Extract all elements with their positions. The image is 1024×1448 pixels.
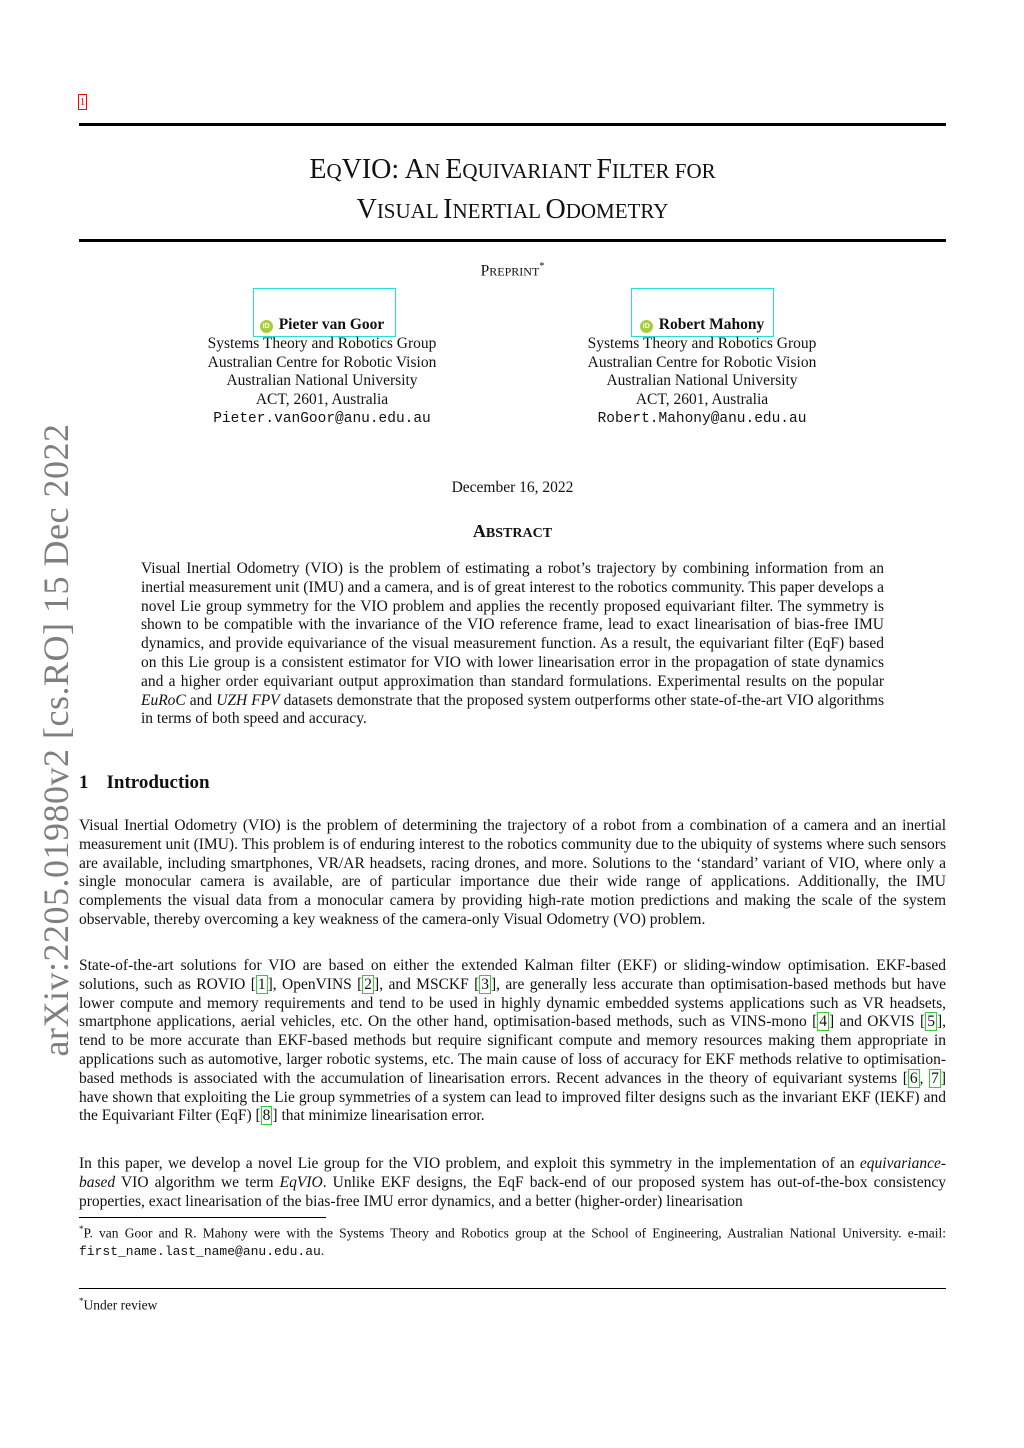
- citation-link[interactable]: 3: [481, 975, 490, 993]
- affiliation-line: Australian National University: [226, 372, 418, 390]
- citation-link[interactable]: 5: [927, 1013, 935, 1031]
- affiliation-line: Australian Centre for Robotic Vision: [587, 353, 817, 371]
- affiliation-line: Australian National University: [606, 372, 798, 390]
- author-name-1[interactable]: iD Pieter van Goor: [157, 316, 487, 335]
- preprint-label: PREPRINT*: [480, 261, 545, 280]
- affiliation-line: Systems Theory and Robotics Group: [207, 334, 437, 352]
- intro-paragraph-1: Visual Inertial Odometry (VIO) is the problem of determining the trajectory of a robot from a combination of a camera and an inertial measurement unit (IMU). This problem is of enduring interest to the robotics community due to the ubiquity of systems where such sensors are available, including smartphones, VR/AR headsets, racing drones, and more. Solutions to the ‘standard’ variant of VIO, where only a single monocular camera is available, are of particular importance due their wide range of applications. Additionally, the IMU complements the visual data from a monocular camera by providing high-rate motion predictions and making the scale of the system observable, thereby overcoming a key weakness of the camera-only Visual Odometry (VO) problem.: [79, 817, 946, 928]
- affiliation-line: ACT, 2601, Australia: [255, 391, 389, 409]
- section-number: 1: [79, 772, 89, 793]
- affiliation-line: Australian Centre for Robotic Vision: [207, 353, 437, 371]
- footnote-authors: *P. van Goor and R. Mahony were with the Systems Theory and Robotics group at the School of Engineering, Australian National University. e-mail: first_name.last_name@anu.edu.au.: [79, 1224, 946, 1259]
- footnote-rule: [79, 1217, 326, 1218]
- citation-link[interactable]: 1: [257, 975, 266, 993]
- abstract-text: Visual Inertial Odometry (VIO) is the problem of estimating a robot’s trajectory by combining information from an inertial measurement unit (IMU) and a camera, and is of great interest to the robotics community. This paper develops a novel Lie group symmetry for the VIO problem and applies the recently proposed equivariant filter. The symmetry is shown to be compatible with the invariance of the VIO reference frame, lead to exact linearisation of bias-free IMU dynamics, and provide equivariance of the visual measurement function. As a result, the equivariant filter (EqF) based on this Lie group is a consistent estimator for VIO with lower linearisation error in the propagation of state dynamics and a higher order equivariant output approximation than standard formulations. Experimental results on the popular EuRoC and UZH FPV datasets demonstrate that the proposed system outperforms other state-of-the-art VIO algorithms in terms of both speed and accuracy.: [141, 560, 884, 728]
- footnote-full-rule: [79, 1288, 946, 1289]
- paper-date: December 16, 2022: [451, 479, 574, 496]
- title-line-1: EQVIO: AN EQUIVARIANT FILTER FOR: [309, 154, 716, 185]
- title-bottom-rule: [79, 239, 946, 242]
- author-email-2[interactable]: Robert.Mahony@anu.edu.au: [597, 410, 807, 427]
- footnote-review: *Under review: [79, 1296, 158, 1313]
- citation-link[interactable]: 6: [909, 1069, 918, 1087]
- citation-link[interactable]: 4: [819, 1013, 828, 1031]
- author-block-1: [157, 316, 487, 429]
- citation-link[interactable]: 2: [364, 975, 373, 993]
- intro-paragraph-3: In this paper, we develop a novel Lie group for the VIO problem, and exploit this symmetry in the implementation of an equivariance-based VIO algorithm we term EqVIO. Unlike EKF designs, the EqF back-end of our proposed system has out-of-the-box consistency properties, exact linearisation of the bias-free IMU error dynamics, and a better (higher-order) linearisation: [79, 1155, 946, 1210]
- author-name-2[interactable]: iD Robert Mahony: [537, 316, 867, 335]
- affiliation-line: Systems Theory and Robotics Group: [587, 334, 817, 352]
- title-top-rule: [79, 123, 946, 126]
- page-number-marker[interactable]: [78, 94, 87, 110]
- section-heading: [79, 772, 210, 794]
- affiliation-line: ACT, 2601, Australia: [635, 391, 769, 409]
- section-title: Introduction: [106, 772, 210, 793]
- abstract-heading: ABSTRACT: [472, 521, 553, 541]
- author-block-2: [537, 316, 867, 429]
- orcid-icon[interactable]: iD: [260, 320, 273, 333]
- page-number-text: 1: [79, 96, 86, 108]
- citation-link[interactable]: 8: [262, 1107, 271, 1125]
- paper-title: [79, 152, 946, 232]
- title-line-2: VISUAL INERTIAL ODOMETRY: [356, 194, 669, 225]
- citation-link[interactable]: 7: [931, 1069, 939, 1087]
- intro-paragraph-2: State-of-the-art solutions for VIO are based on either the extended Kalman filter (EKF) or sliding-window optimisation. EKF-based solutions, such as ROVIO [ 1 ], OpenVINS [ 2 ], and MSCKF [ 3 ], are generally less accurate than optimisation-based methods but have lower compute and memory requirements and tend to be used in highly dynamic embedded systems applications such as VR headsets, smartphone applications, aerial vehicles, etc. On the other hand, optimisation-based methods, such as VINS-mono [ 4 ] and OKVIS [ 5 ], tend to be more accurate than EKF-based methods but require significant compute and memory resources making them appropriate in applications such as automotive, larger robotic systems, etc. The main cause of loss of accuracy for EKF methods relative to optimisation-based methods is associated with the accumulation of linearisation errors. Recent advances in the theory of equivariant systems [ 6 , 7 ] have shown that exploiting the Lie group symmetries of a system can lead to improved filter designs such as the invariant EKF (IEKF) and the Equivariant Filter (EqF) [ 8 ] that minimize linearisation error.: [79, 957, 946, 1125]
- arxiv-sidebar-stamp: arXiv:2205.01980v2 [cs.RO] 15 Dec 2022: [36, 423, 76, 1057]
- author-email-1[interactable]: Pieter.vanGoor@anu.edu.au: [213, 410, 431, 427]
- orcid-icon[interactable]: iD: [640, 320, 653, 333]
